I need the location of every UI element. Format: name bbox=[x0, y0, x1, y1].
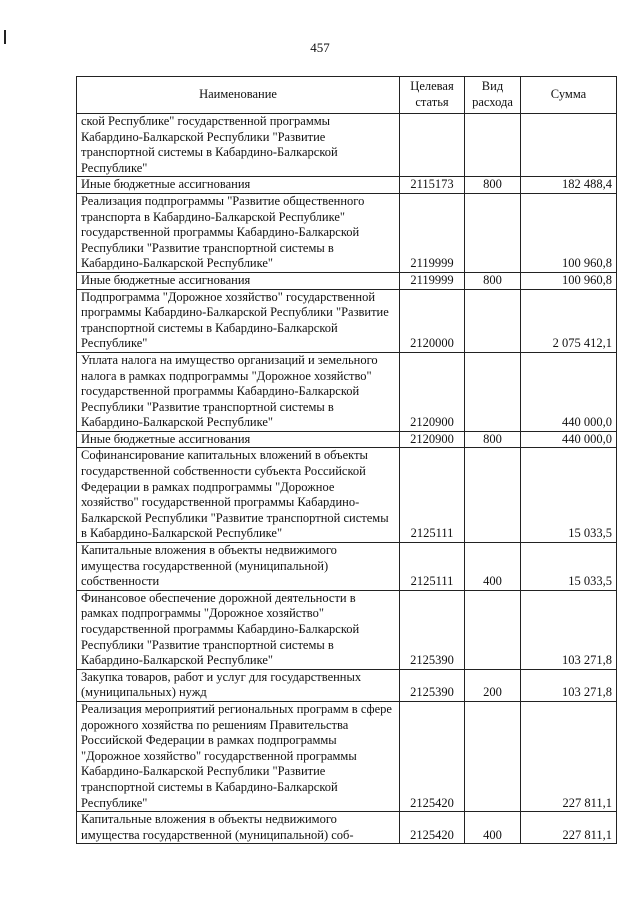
row-expense-type-cell: 800 bbox=[465, 177, 521, 194]
table-row bbox=[77, 448, 617, 543]
row-article-cell: 2125420 bbox=[400, 701, 465, 811]
budget-table bbox=[76, 76, 617, 844]
row-amount-cell: 227 811,1 bbox=[521, 812, 617, 844]
row-expense-type-cell: 800 bbox=[465, 272, 521, 289]
row-article-cell: 2120000 bbox=[400, 289, 465, 352]
table-row bbox=[77, 272, 617, 289]
table-row bbox=[77, 114, 617, 177]
table-row bbox=[77, 177, 617, 194]
row-article-cell bbox=[400, 114, 465, 177]
row-expense-type-cell bbox=[465, 590, 521, 669]
table-row bbox=[77, 701, 617, 811]
table-row bbox=[77, 193, 617, 272]
table-header-row bbox=[77, 77, 617, 114]
row-amount-cell: 440 000,0 bbox=[521, 352, 617, 431]
row-name-cell: Капитальные вложения в объекты недвижимого имущества государственной (муниципальной) соб- bbox=[77, 812, 400, 844]
row-name-cell: Реализация подпрограммы "Развитие общественного транспорта в Кабардино-Балкарской Республике" государственной программы Кабардино-Балкарской Республики "Развитие транспортной системы в Кабардино-Балкарской Республике" bbox=[77, 193, 400, 272]
row-article-cell: 2125390 bbox=[400, 590, 465, 669]
row-article-cell: 2125390 bbox=[400, 669, 465, 701]
row-amount-cell: 227 811,1 bbox=[521, 701, 617, 811]
row-expense-type-cell bbox=[465, 448, 521, 543]
row-name-cell: Подпрограмма "Дорожное хозяйство" государственной программы Кабардино-Балкарской Республики "Развитие транспортной системы в Кабардино-Балкарской Республике" bbox=[77, 289, 400, 352]
row-article-cell: 2120900 bbox=[400, 352, 465, 431]
row-article-cell: 2125111 bbox=[400, 543, 465, 591]
row-expense-type-cell: 400 bbox=[465, 812, 521, 844]
row-article-cell: 2125111 bbox=[400, 448, 465, 543]
row-expense-type-cell bbox=[465, 701, 521, 811]
row-amount-cell: 440 000,0 bbox=[521, 431, 617, 448]
page-number: 457 bbox=[310, 40, 330, 55]
header-expense-type: Вид расхода bbox=[465, 77, 521, 114]
row-amount-cell: 15 033,5 bbox=[521, 448, 617, 543]
table-row bbox=[77, 543, 617, 591]
row-name-cell: Закупка товаров, работ и услуг для государственных (муниципальных) нужд bbox=[77, 669, 400, 701]
row-amount-cell: 100 960,8 bbox=[521, 272, 617, 289]
row-name-cell: Реализация мероприятий региональных программ в сфере дорожного хозяйства по решениям Правительства Российской Федерации в рамках подпрограммы "Дорожное хозяйство" государственной программы Кабардино-Балкарской Республики "Развитие транспортной системы в Кабардино-Балкарской Республике" bbox=[77, 701, 400, 811]
table-row bbox=[77, 669, 617, 701]
table-row bbox=[77, 590, 617, 669]
row-expense-type-cell: 800 bbox=[465, 431, 521, 448]
row-name-cell: Иные бюджетные ассигнования bbox=[77, 431, 400, 448]
row-amount-cell: 2 075 412,1 bbox=[521, 289, 617, 352]
row-amount-cell bbox=[521, 114, 617, 177]
row-expense-type-cell bbox=[465, 193, 521, 272]
row-amount-cell: 103 271,8 bbox=[521, 669, 617, 701]
row-article-cell: 2125420 bbox=[400, 812, 465, 844]
table-row bbox=[77, 431, 617, 448]
header-article: Целевая статья bbox=[400, 77, 465, 114]
row-name-cell: Иные бюджетные ассигнования bbox=[77, 177, 400, 194]
row-expense-type-cell bbox=[465, 352, 521, 431]
row-expense-type-cell: 200 bbox=[465, 669, 521, 701]
row-amount-cell: 182 488,4 bbox=[521, 177, 617, 194]
row-article-cell: 2120900 bbox=[400, 431, 465, 448]
row-expense-type-cell bbox=[465, 289, 521, 352]
table-row bbox=[77, 352, 617, 431]
table-body bbox=[77, 114, 617, 844]
header-name: Наименование bbox=[77, 77, 400, 114]
table-row bbox=[77, 289, 617, 352]
row-name-cell: Финансовое обеспечение дорожной деятельности в рамках подпрограммы "Дорожное хозяйство" государственной программы Кабардино-Балкарской Республики "Развитие транспортной системы в Кабардино-Балкарской Республике" bbox=[77, 590, 400, 669]
row-article-cell: 2119999 bbox=[400, 193, 465, 272]
table-row bbox=[77, 812, 617, 844]
row-name-cell: Уплата налога на имущество организаций и земельного налога в рамках подпрограммы "Дорожное хозяйство" государственной программы Кабардино-Балкарской Республики "Развитие транспортной системы в Кабардино-Балкарской Республике" bbox=[77, 352, 400, 431]
header-amount: Сумма bbox=[521, 77, 617, 114]
row-article-cell: 2115173 bbox=[400, 177, 465, 194]
row-name-cell: Софинансирование капитальных вложений в объекты государственной собственности субъекта Российской Федерации в рамках подпрограммы "Дорожное хозяйство" государственной программы Кабардино-Балкарской Республики "Развитие транспортной системы в Кабардино-Балкарской Республике" bbox=[77, 448, 400, 543]
row-expense-type-cell: 400 bbox=[465, 543, 521, 591]
row-amount-cell: 100 960,8 bbox=[521, 193, 617, 272]
row-name-cell: Капитальные вложения в объекты недвижимого имущества государственной (муниципальной) собственности bbox=[77, 543, 400, 591]
row-article-cell: 2119999 bbox=[400, 272, 465, 289]
row-amount-cell: 15 033,5 bbox=[521, 543, 617, 591]
row-amount-cell: 103 271,8 bbox=[521, 590, 617, 669]
row-name-cell: ской Республике" государственной программы Кабардино-Балкарской Республики "Развитие транспортной системы в Кабардино-Балкарской Республике" bbox=[77, 114, 400, 177]
row-name-cell: Иные бюджетные ассигнования bbox=[77, 272, 400, 289]
row-expense-type-cell bbox=[465, 114, 521, 177]
